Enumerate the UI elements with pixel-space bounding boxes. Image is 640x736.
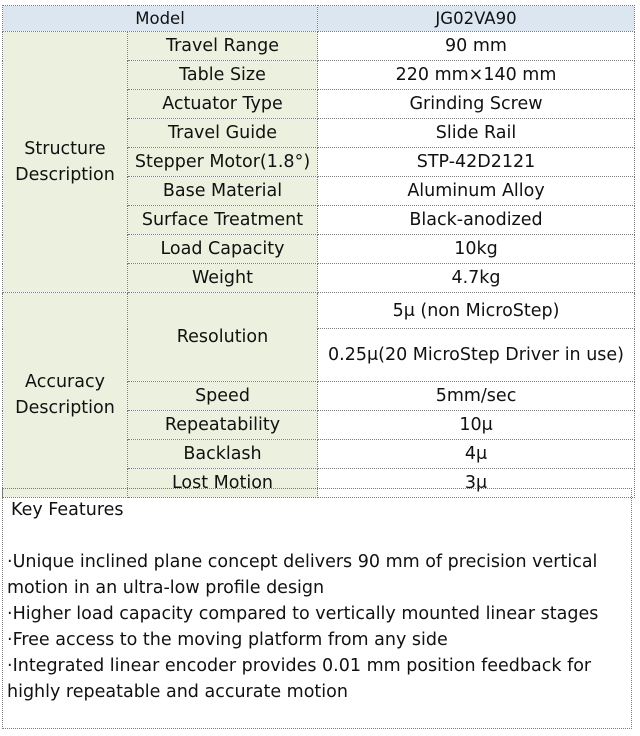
spec-value: Aluminum Alloy <box>318 177 635 206</box>
spec-label: Speed <box>128 382 318 411</box>
spec-label: Load Capacity <box>128 235 318 264</box>
spec-label: Weight <box>128 264 318 293</box>
spec-value: Grinding Screw <box>318 90 635 119</box>
key-features-title: Key Features <box>11 500 124 520</box>
spec-value: Slide Rail <box>318 119 635 148</box>
resolution-value: 5μ (non MicroStep) <box>318 293 635 329</box>
spec-value: 220 mm×140 mm <box>318 61 635 90</box>
spec-label: Repeatability <box>128 411 318 440</box>
spec-value: 5mm/sec <box>318 382 635 411</box>
spec-label: Travel Guide <box>128 119 318 148</box>
spec-label: Base Material <box>128 177 318 206</box>
spec-label: Surface Treatment <box>128 206 318 235</box>
spec-table <box>2 5 635 498</box>
key-features-box <box>2 488 632 729</box>
spec-row <box>3 32 635 61</box>
spec-value: 4.7kg <box>318 264 635 293</box>
spec-value: STP-42D2121 <box>318 148 635 177</box>
feature-item: ·Higher load capacity compared to vertically mounted linear stages <box>7 604 599 624</box>
spec-label: Actuator Type <box>128 90 318 119</box>
spec-row <box>3 293 635 329</box>
spec-value: 10μ <box>318 411 635 440</box>
spec-label: Travel Range <box>128 32 318 61</box>
feature-item: ·Unique inclined plane concept delivers 90 mm of precision vertical motion in an ultra-low profile design <box>7 552 598 598</box>
model-value: JG02VA90 <box>318 6 635 32</box>
spec-value: 3μ <box>318 469 635 498</box>
spec-value: 90 mm <box>318 32 635 61</box>
spec-label: Lost Motion <box>128 469 318 498</box>
spec-value: 10kg <box>318 235 635 264</box>
feature-item: ·Integrated linear encoder provides 0.01 mm position feedback for highly repeatable and accurate motion <box>7 656 592 702</box>
accuracy-group-label: Accuracy Description <box>3 293 128 498</box>
spec-label: Table Size <box>128 61 318 90</box>
model-row <box>3 6 635 32</box>
spec-value: 4μ <box>318 440 635 469</box>
feature-item: ·Free access to the moving platform from any side <box>7 630 448 650</box>
resolution-value: 0.25μ(20 MicroStep Driver in use) <box>318 329 635 382</box>
spec-label: Backlash <box>128 440 318 469</box>
spec-value: Black-anodized <box>318 206 635 235</box>
model-label: Model <box>3 6 318 32</box>
spec-label: Stepper Motor(1.8°) <box>128 148 318 177</box>
resolution-label: Resolution <box>128 293 318 382</box>
structure-group-label: Structure Description <box>3 32 128 293</box>
